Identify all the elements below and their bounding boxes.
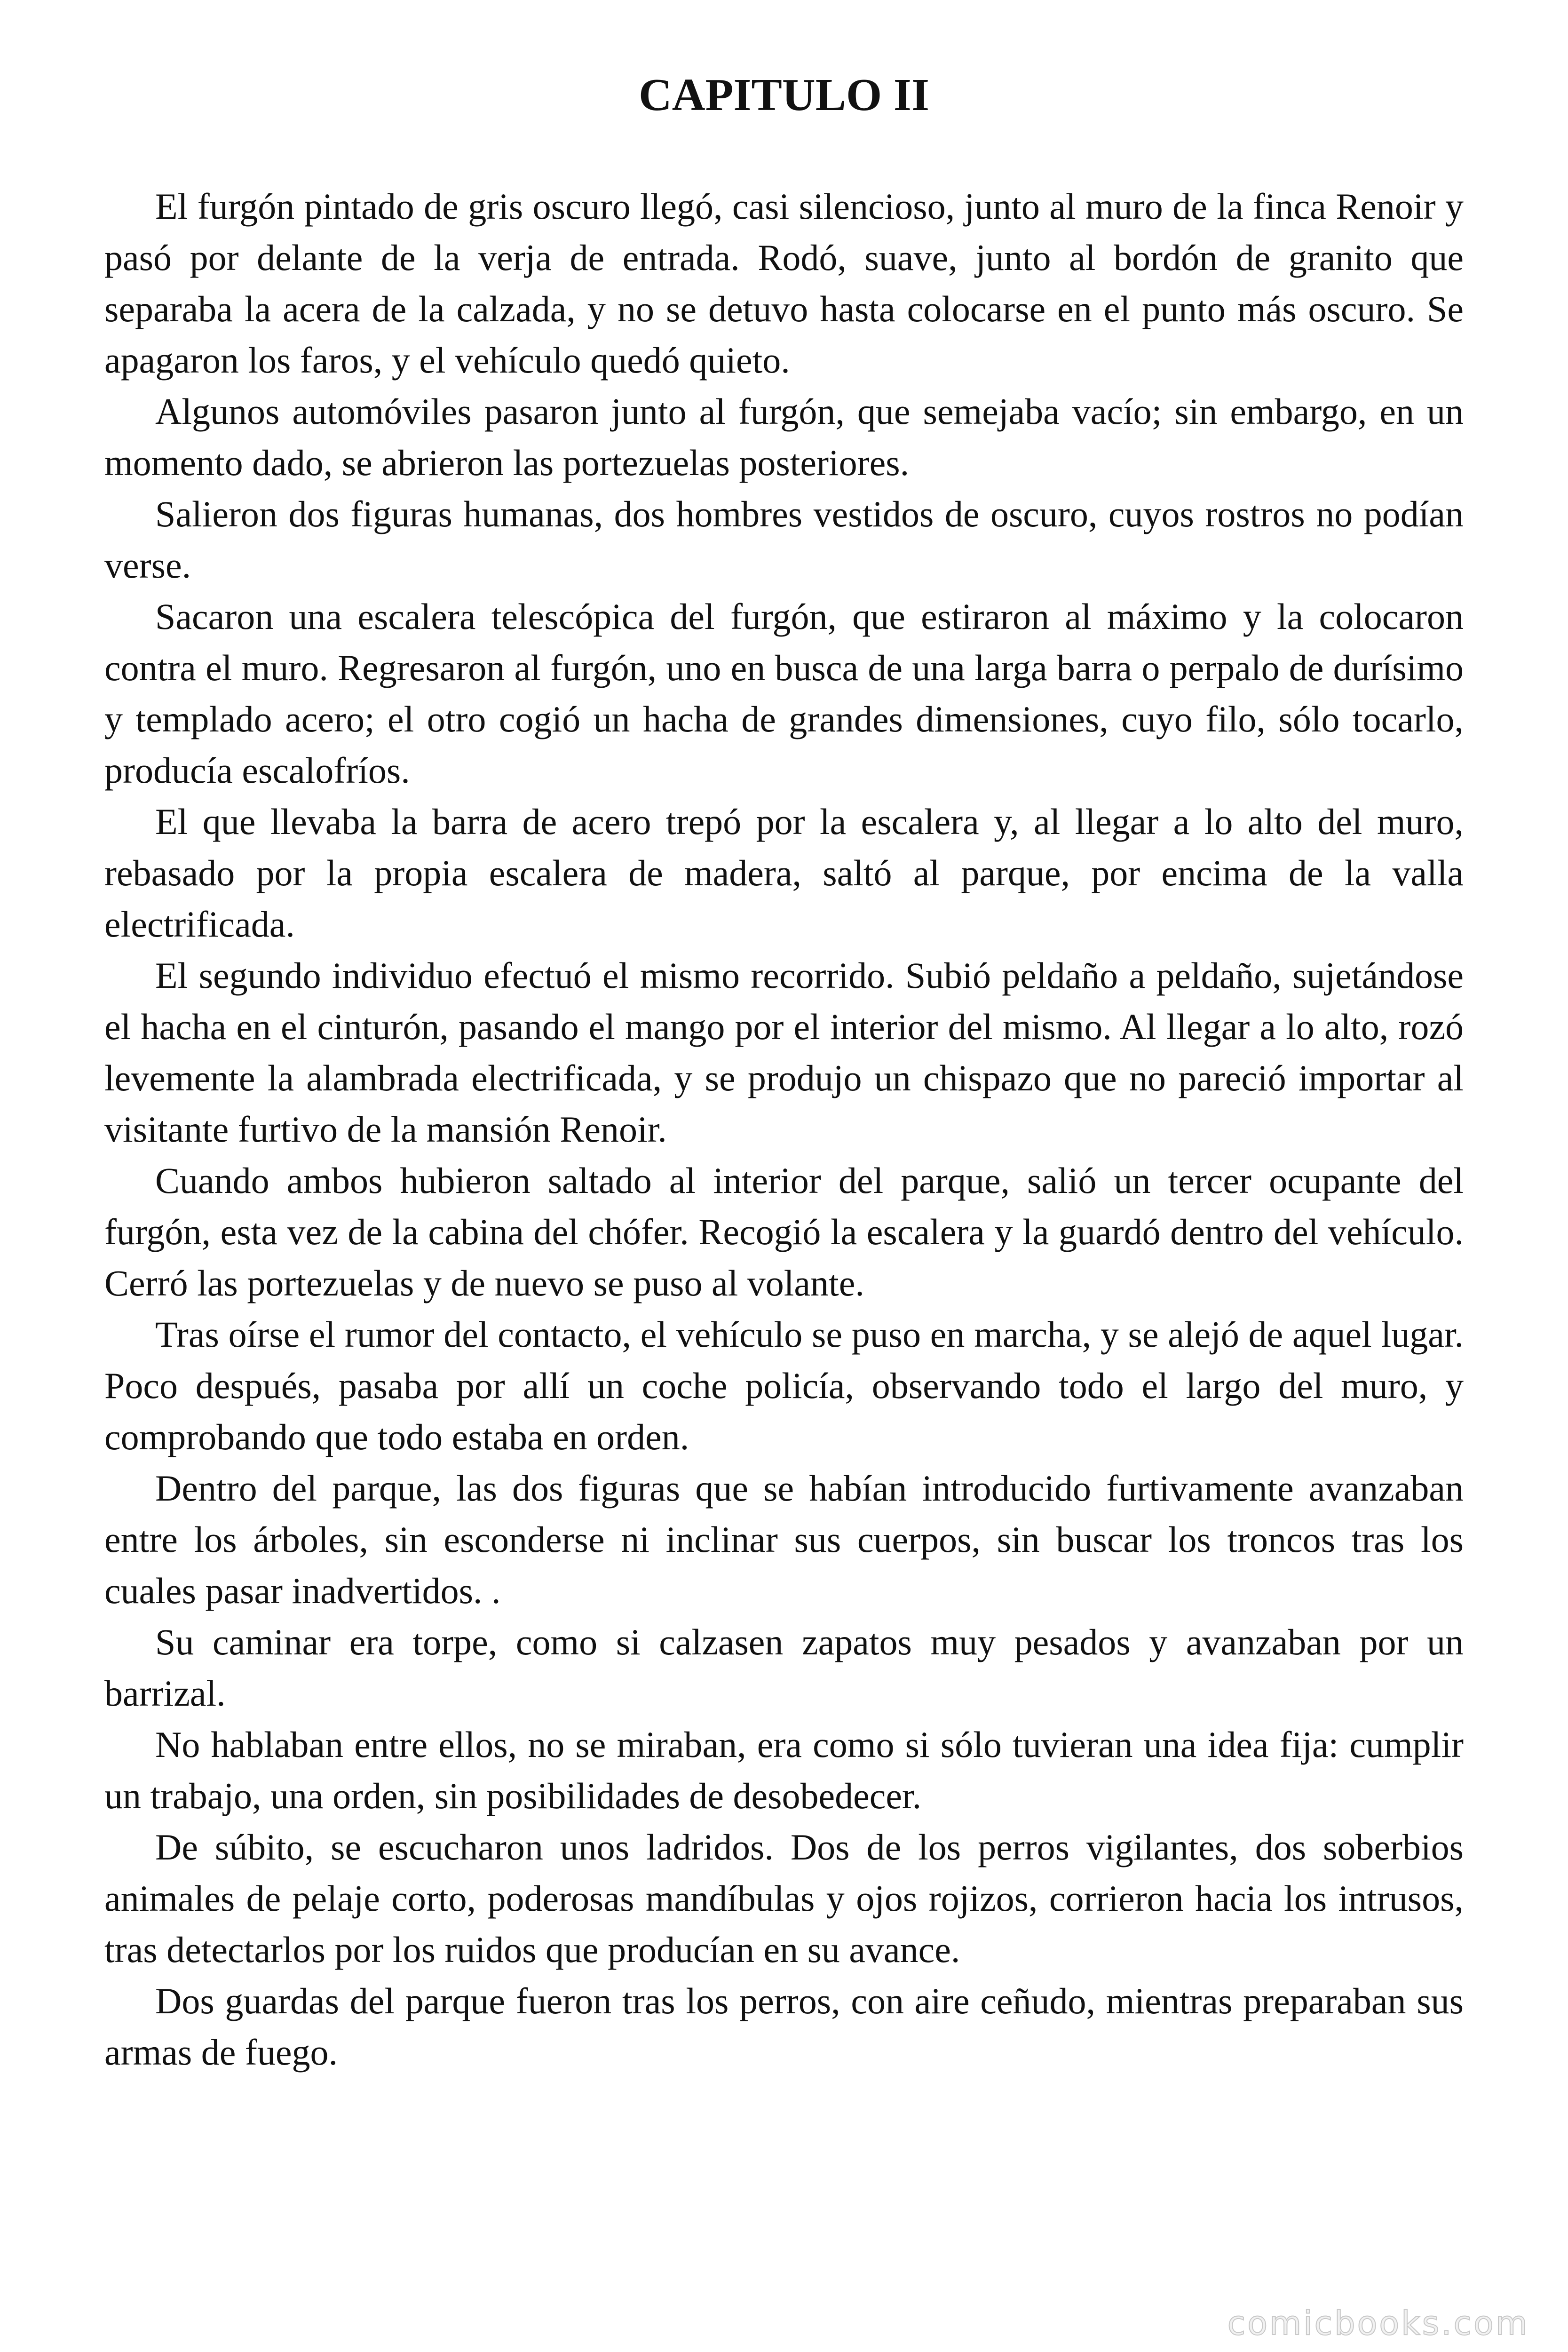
paragraph-3: Salieron dos figuras humanas, dos hombres vestidos de oscuro, cuyos rostros no podían verse.: [104, 493, 1464, 586]
paragraph-11: No hablaban entre ellos, no se miraban, era como si sólo tuvieran una idea fija: cumplir un trabajo, una orden, sin posibilidades de desobedecer.: [104, 1724, 1464, 1816]
paragraph-12: De súbito, se escucharon unos ladridos. Dos de los perros vigilantes, dos soberbios animales de pelaje corto, poderosas mandíbulas y ojos rojizos, corrieron hacia los intrusos, tras detectarlos por los ruidos que producían en su avance.: [104, 1827, 1464, 1970]
watermark: comicbooks.com: [1227, 2304, 1529, 2343]
paragraph-6: El segundo individuo efectuó el mismo recorrido. Subió peldaño a peldaño, sujetándose el hacha en el cinturón, pasando el mango por el interior del mismo. Al llegar a lo alto, rozó levemente la alambrada electrificada, y se produjo un chispazo que no pareció importar al visitante furtivo de la mansión Renoir.: [104, 955, 1464, 1150]
paragraph-13: Dos guardas del parque fueron tras los perros, con aire ceñudo, mientras preparaban sus armas de fuego.: [104, 1980, 1464, 2073]
body-text: [104, 181, 1464, 2078]
paragraph-10: Su caminar era torpe, como si calzasen zapatos muy pesados y avanzaban por un barrizal.: [104, 1621, 1464, 1714]
paragraph-7: Cuando ambos hubieron saltado al interior del parque, salió un tercer ocupante del furgón, esta vez de la cabina del chófer. Recogió la escalera y la guardó dentro del vehículo. Cerró las portezuelas y de nuevo se puso al volante.: [104, 1160, 1464, 1303]
paragraph-4: Sacaron una escalera telescópica del furgón, que estiraron al máximo y la colocaron contra el muro. Regresaron al furgón, uno en busca de una larga barra o perpalo de durísimo y templado acero; el otro cogió un hacha de grandes dimensiones, cuyo filo, sólo tocarlo, producía escalofríos.: [104, 596, 1464, 791]
chapter-title: CAPITULO II: [638, 70, 930, 120]
paragraph-9: Dentro del parque, las dos figuras que se habían introducido furtivamente avanzaban entre los árboles, sin esconderse ni inclinar sus cuerpos, sin buscar los troncos tras los cuales pasar inadvertidos. .: [104, 1468, 1464, 1611]
paragraph-2: Algunos automóviles pasaron junto al furgón, que semejaba vacío; sin embargo, en un momento dado, se abrieron las portezuelas posteriores.: [104, 391, 1464, 483]
paragraph-5: El que llevaba la barra de acero trepó por la escalera y, al llegar a lo alto del muro, rebasado por la propia escalera de madera, saltó al parque, por encima de la valla electrificada.: [104, 801, 1464, 945]
paragraph-1: El furgón pintado de gris oscuro llegó, casi silencioso, junto al muro de la finca Renoir y pasó por delante de la verja de entrada. Rodó, suave, junto al bordón de granito que separaba la acera de la calzada, y no se detuvo hasta colocarse en el punto más oscuro. Se apagaron los faros, y el vehículo quedó quieto.: [104, 186, 1464, 381]
paragraph-8: Tras oírse el rumor del contacto, el vehículo se puso en marcha, y se alejó de aquel lugar. Poco después, pasaba por allí un coche policía, observando todo el largo del muro, y comprobando que todo estaba en orden.: [104, 1314, 1464, 1457]
